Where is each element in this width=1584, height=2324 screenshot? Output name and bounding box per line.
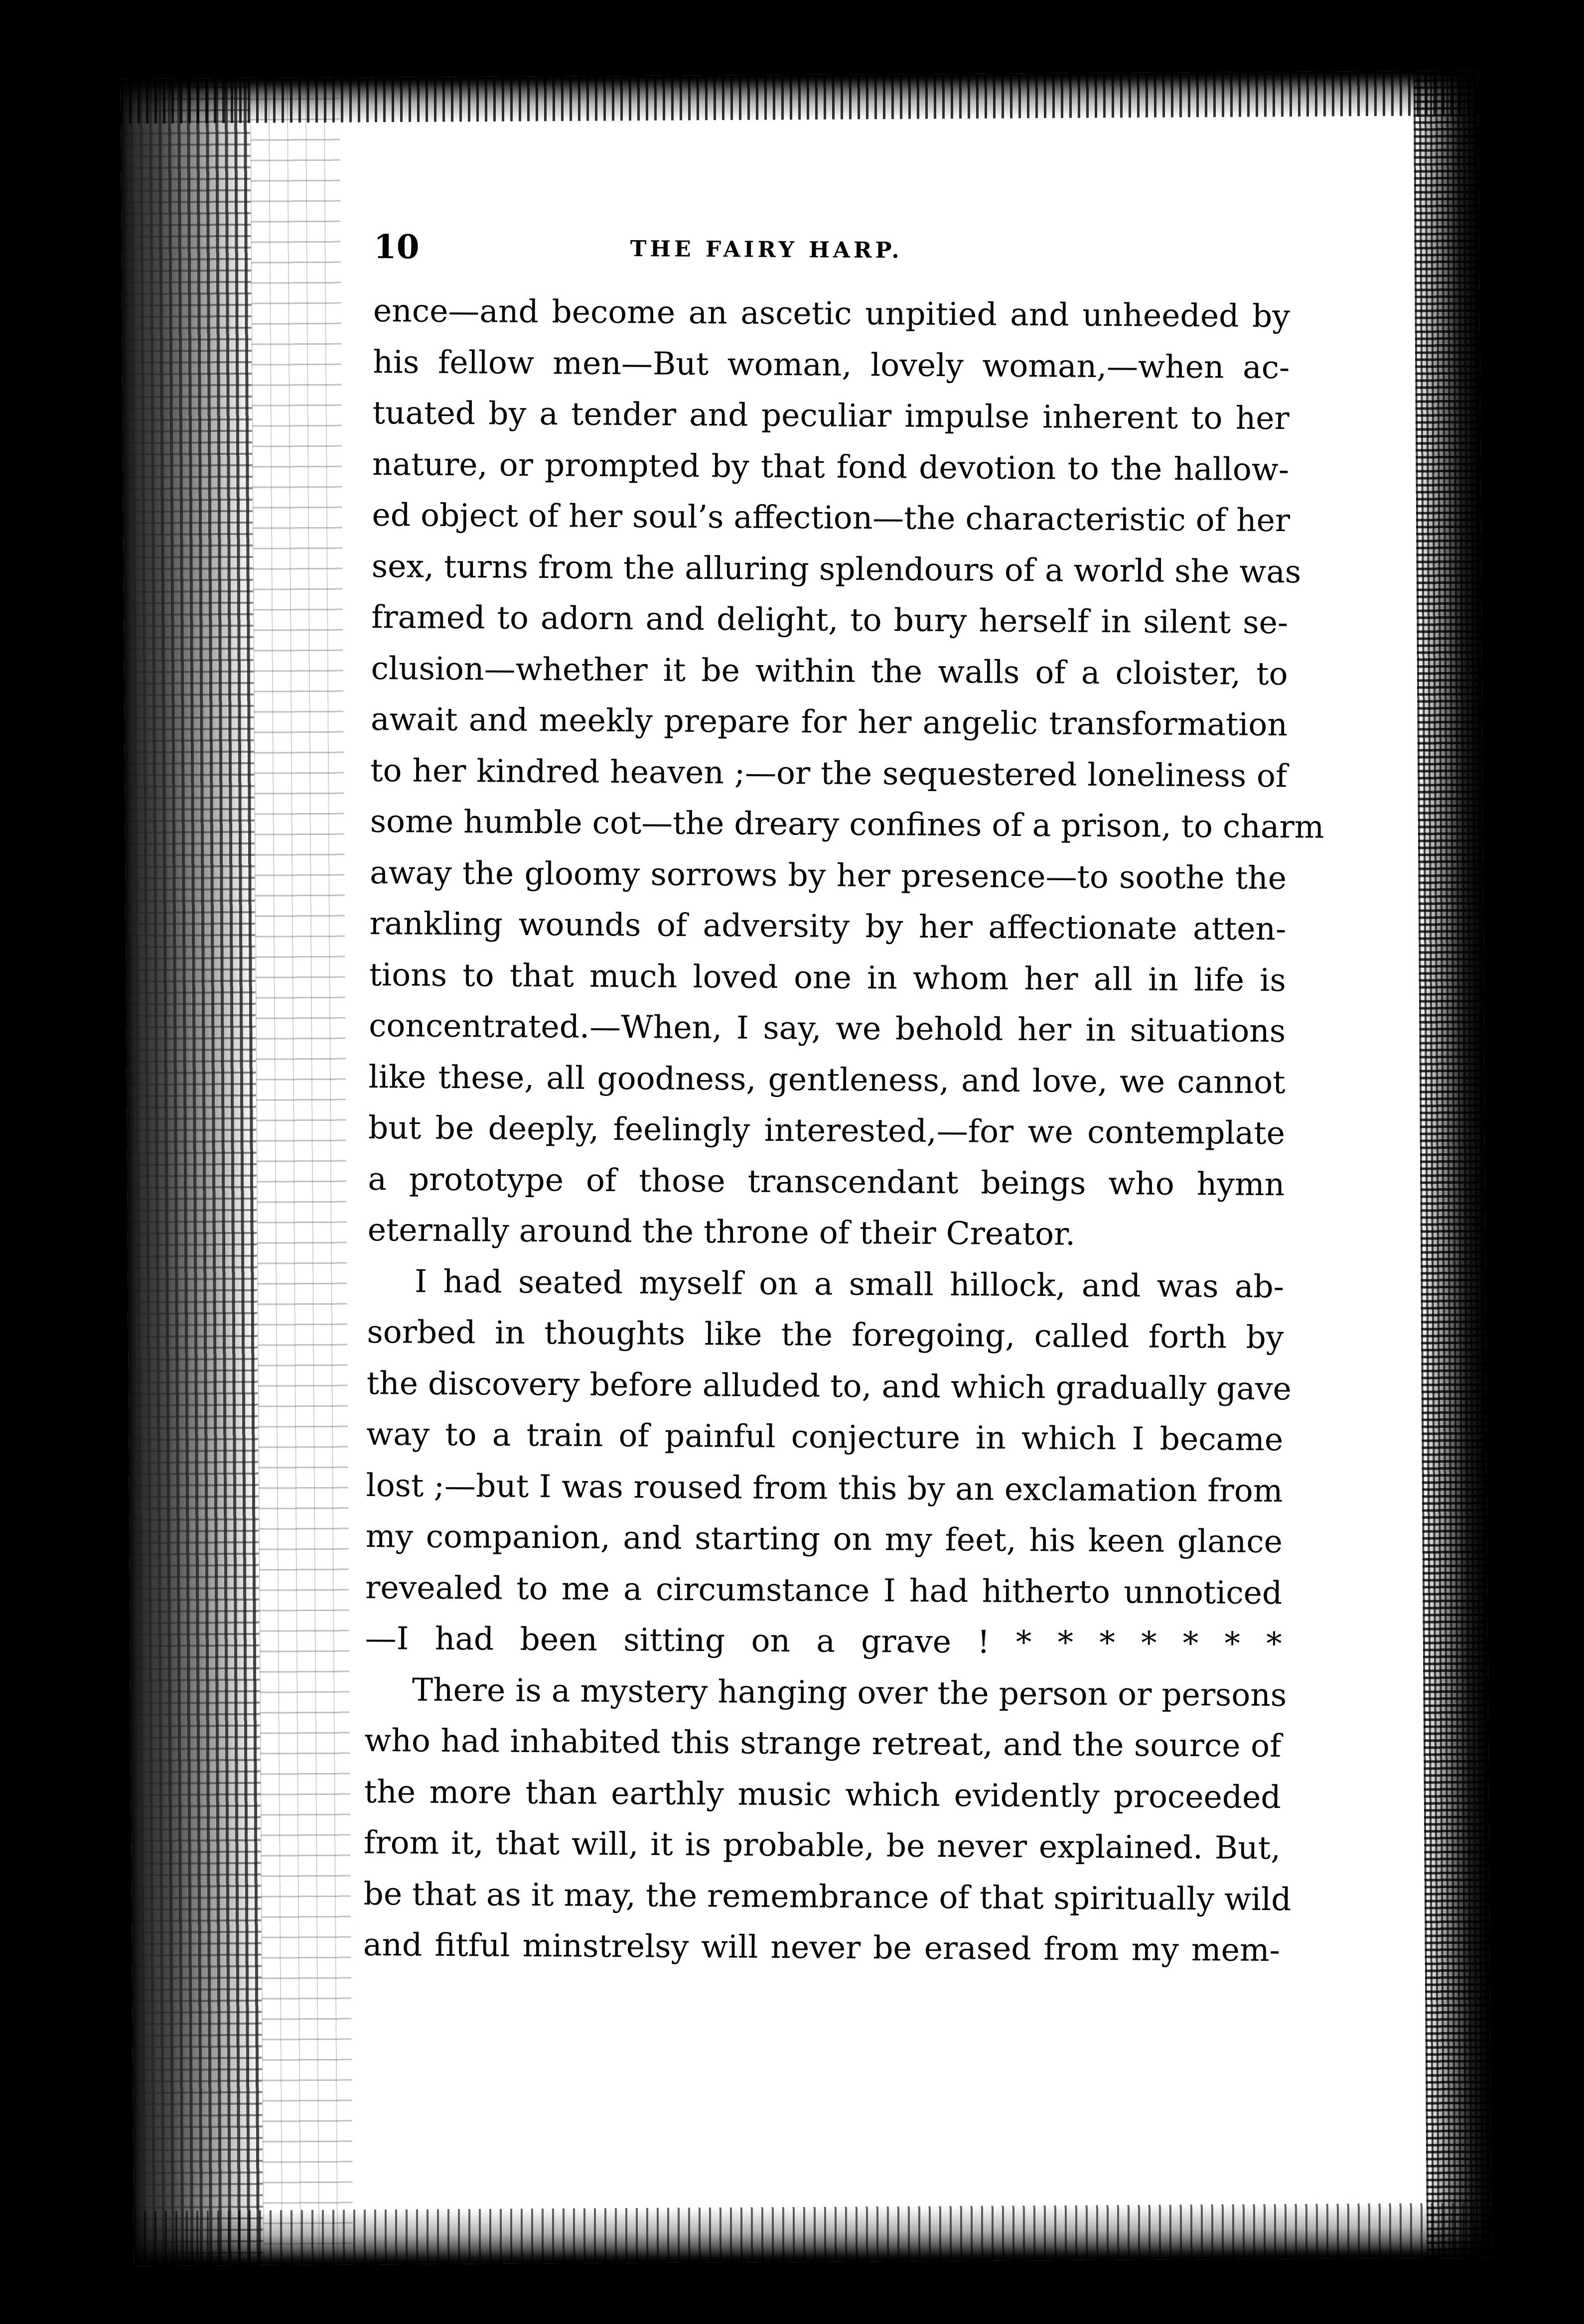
running-title: THE FAIRY HARP. <box>630 236 903 264</box>
body-text <box>363 285 1324 1976</box>
page-left-edge-shadow <box>121 78 264 2266</box>
text-line: eternally around the throne of their Creator. <box>367 1211 1076 1252</box>
text-line: my companion, and starting on my feet, his keen glance <box>365 1517 1283 1560</box>
text-line: await and meekly prepare for her angelic transformation <box>370 700 1288 743</box>
text-line: away the gloomy sorrows by her presence—to soothe the <box>369 854 1287 896</box>
page-left-edge-speckle <box>250 78 353 2265</box>
text-line: the discovery before alluded to, and which gradually gave <box>366 1365 1292 1407</box>
text-line: but be deeply, feelingly interested,—for we contemplate <box>368 1109 1286 1152</box>
text-line: and fitful minstrelsy will never be erased from my mem- <box>363 1926 1281 1969</box>
text-line: some humble cot—the dreary confines of a prison, to charm <box>370 803 1324 845</box>
text-line: ed object of her soul’s affection—the characteristic of her <box>372 496 1291 539</box>
text-line: to her kindred heaven ;—or the sequestered loneliness of <box>370 752 1288 794</box>
text-line: ence—and become an ascetic unpitied and unheeded by <box>373 292 1291 335</box>
text-line: I had seated myself on a small hillock, and was ab- <box>414 1263 1285 1305</box>
text-line: revealed to me a circumstance I had hitherto unnoticed <box>365 1569 1283 1611</box>
text-line: clusion—whether it be within the walls of a cloister, to <box>371 650 1288 692</box>
text-line: a prototype of those transcendant beings who hymn <box>368 1160 1285 1203</box>
text-line: who had inhabited this strange retreat, and the source of <box>364 1722 1282 1765</box>
text-line: be that as it may, the remembrance of that spiritually wild <box>363 1875 1292 1917</box>
page-number: 10 <box>373 227 420 267</box>
text-line: the more than earthly music which evidently proceeded <box>364 1773 1282 1815</box>
text-line: tions to that much loved one in whom her all in life is <box>369 956 1287 998</box>
running-head <box>373 227 1291 291</box>
text-line: sex, turns from the alluring splendours of a world she was <box>371 547 1301 590</box>
text-line: nature, or prompted by that fond devotion to the hallow- <box>372 445 1290 488</box>
text-line: his fellow men—But woman, lovely woman,—when ac- <box>373 343 1290 386</box>
text-line: tuated by a tender and peculiar impulse inherent to her <box>372 394 1290 437</box>
text-line: like these, all goodness, gentleness, and love, we cannot <box>368 1058 1286 1100</box>
text-line: —I had been sitting on a grave ! * * * * * * * <box>365 1620 1282 1662</box>
text-line: lost ;—but I was roused from this by an exclamation from <box>366 1467 1283 1509</box>
text-line: concentrated.—When, I say, we behold her in situations <box>368 1007 1286 1050</box>
text-line: framed to adorn and delight, to bury herself in silent se- <box>371 598 1289 641</box>
page-bottom-edge-shadow <box>134 2203 1492 2266</box>
text-line: There is a mystery hanging over the person or persons <box>412 1671 1287 1713</box>
text-line: rankling wounds of adversity by her affectionate atten- <box>369 905 1287 948</box>
text-block <box>363 227 1324 1976</box>
page-top-edge-shadow <box>121 71 1478 124</box>
page-right-edge-shadow <box>1414 71 1492 2258</box>
text-line: way to a train of painful conjecture in which I became <box>366 1415 1284 1458</box>
text-line: from it, that will, it is probable, be never explained. But, <box>363 1824 1281 1867</box>
text-line: sorbed in thoughts like the foregoing, called forth by <box>367 1313 1284 1356</box>
